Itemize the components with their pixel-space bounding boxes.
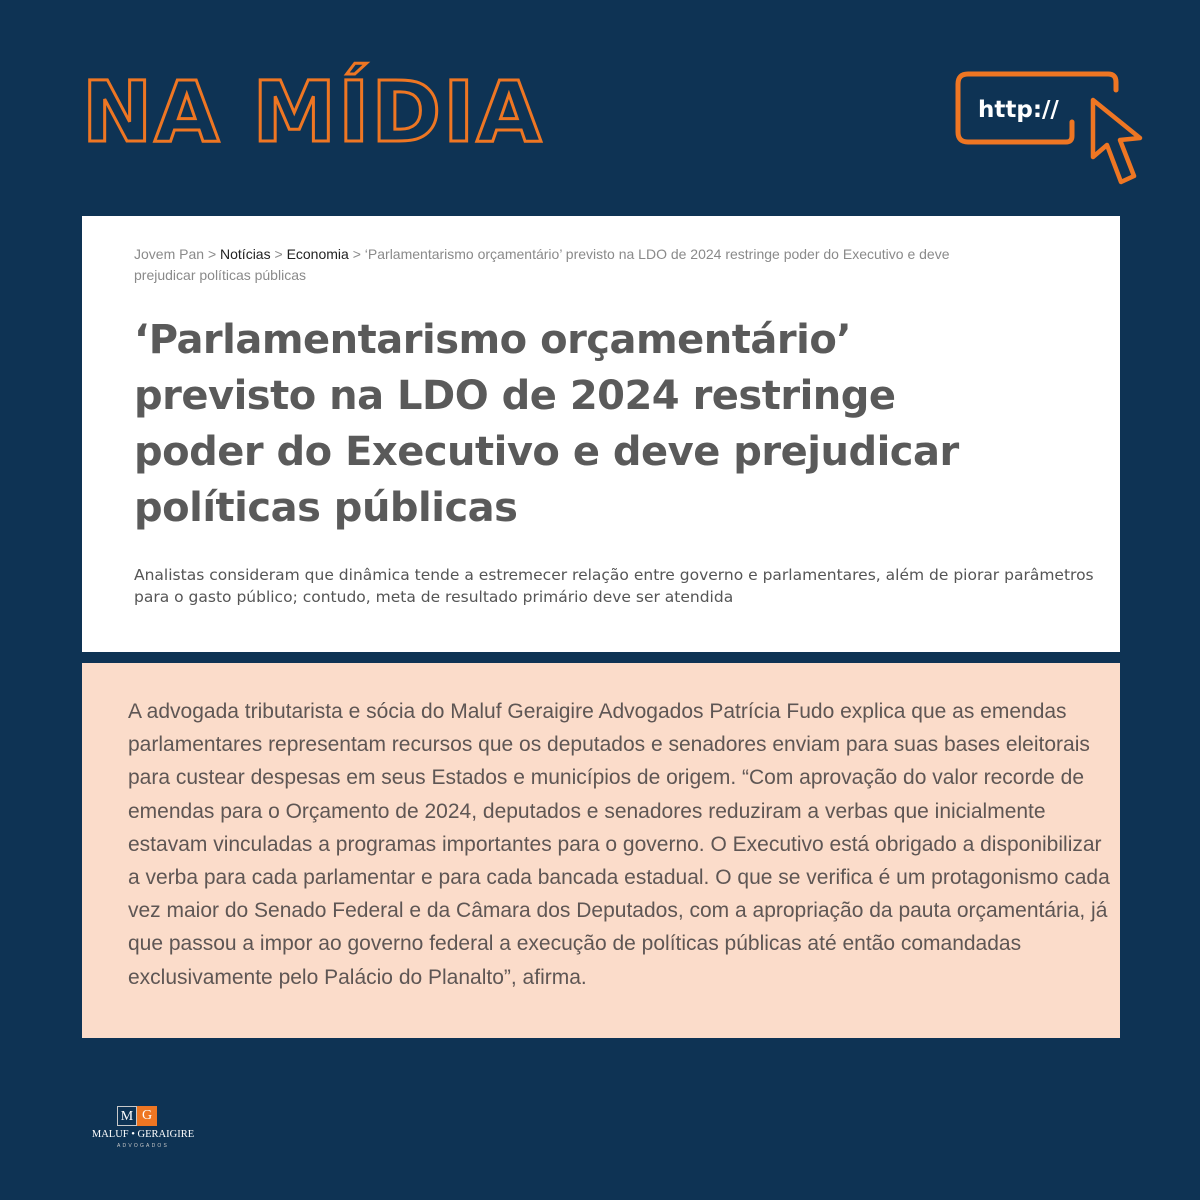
cursor-url-icon — [950, 66, 1150, 190]
article-card — [82, 216, 1120, 652]
quote-text: A advogada tributarista e sócia do Maluf Geraigire Advogados Patrícia Fudo explica que as emendas parlamentares representam recursos que os deputados e senadores enviam para suas bases eleitorais para custear despesas em seus Estados e municípios de origem. “Com aprovação do valor recorde de emendas para o Orçamento de 2024, deputados e senadores reduziram a verbas que inicialmente estavam vinculadas a programas importantes para o governo. O Executivo está obrigado a disponibilizar a verba para cada parlamentar e para cada bancada estadual. O que se verifica é um protagonismo cada vez maior do Senado Federal e da Câmara dos Deputados, com a apropriação da pauta orçamentária, já que passou a impor ao governo federal a execução de políticas públicas até então comandadas exclusivamente pelo Palácio do Planalto”, afirma. — [128, 700, 1110, 989]
breadcrumb-separator: > — [274, 246, 283, 262]
breadcrumb — [134, 244, 1014, 286]
article-title: ‘Parlamentarismo orçamentário’ previsto na LDO de 2024 restringe poder do Executivo e deve prejudicar políticas públicas — [134, 317, 959, 531]
logo-mark-m: M — [117, 1106, 137, 1126]
breadcrumb-jovem-pan[interactable]: Jovem Pan — [134, 246, 205, 262]
logo-mark — [117, 1106, 157, 1126]
logo-sub: ADVOGADOS — [116, 1143, 170, 1149]
logo-mark-g: G — [137, 1106, 157, 1126]
url-text: http:// — [978, 97, 1059, 123]
logo-name: MALUF • GERAIGIRE — [91, 1129, 195, 1140]
breadcrumb-current: ‘Parlamentarismo orçamentário’ previsto na LDO de 2024 restringe poder do Executivo e deve prejudicar políticas públicas — [134, 246, 950, 283]
breadcrumb-separator: > — [352, 246, 361, 262]
breadcrumb-noticias[interactable]: Notícias — [220, 246, 271, 262]
page-title: NA MÍDIA — [82, 63, 544, 161]
quote-box — [82, 663, 1120, 1038]
company-logo — [88, 1106, 198, 1152]
breadcrumb-separator: > — [207, 246, 217, 262]
breadcrumb-economia[interactable]: Economia — [286, 246, 349, 262]
article-subtitle: Analistas consideram que dinâmica tende a estremecer relação entre governo e parlamentares, além de piorar parâmetros para o gasto público; contudo, meta de resultado primário deve ser atendida — [134, 566, 1094, 606]
